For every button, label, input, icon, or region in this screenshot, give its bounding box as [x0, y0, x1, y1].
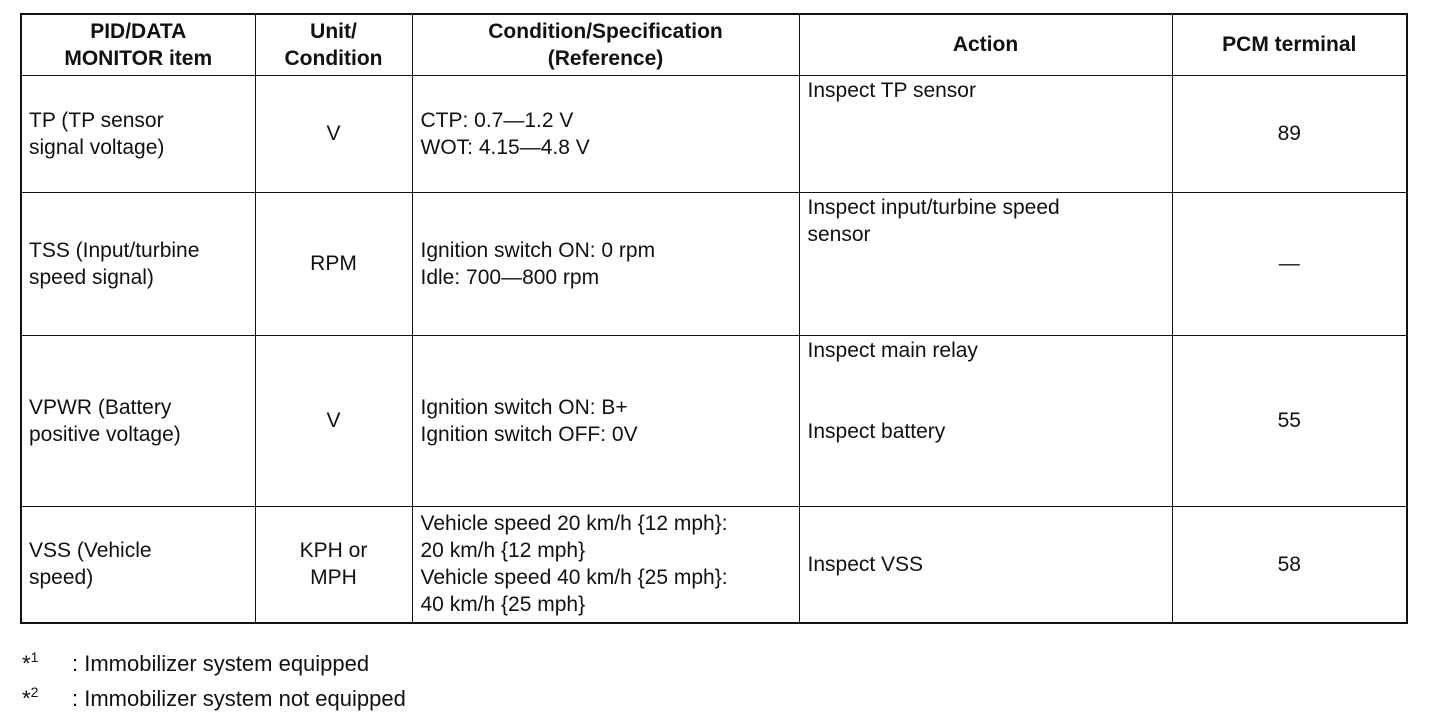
table-row: [21, 506, 1407, 623]
footnote-marker: *$^2$: [22, 684, 39, 711]
header-action: Action: [799, 14, 1172, 75]
cell-condition: Vehicle speed 20 km/h {12 mph}: 20 km/h {12 mph} Vehicle speed 40 km/h {25 mph}: 40 km/h {25 mph}: [412, 506, 799, 623]
table-row: [21, 335, 1407, 506]
cell-unit: KPH or MPH: [255, 506, 412, 623]
cell-condition: CTP: 0.7—1.2 V WOT: 4.15—4.8 V: [412, 75, 799, 192]
cell-item: TP (TP sensor signal voltage): [21, 75, 255, 192]
cell-condition: Ignition switch ON: 0 rpm Idle: 700—800 rpm: [412, 192, 799, 335]
footnote-1: [22, 643, 406, 678]
cell-pcm-terminal: 89: [1172, 75, 1407, 192]
header-condition: Condition/Specification (Reference): [412, 14, 799, 75]
header-pcm-terminal: PCM terminal: [1172, 14, 1407, 75]
cell-item: TSS (Input/turbine speed signal): [21, 192, 255, 335]
cell-unit: RPM: [255, 192, 412, 335]
cell-action: Inspect main relay Inspect battery: [799, 335, 1172, 506]
cell-action: Inspect TP sensor: [799, 75, 1172, 192]
cell-condition: Ignition switch ON: B+ Ignition switch OFF: 0V: [412, 335, 799, 506]
table-row: [21, 75, 1407, 192]
cell-unit: V: [255, 75, 412, 192]
table-header-row: [21, 14, 1407, 75]
footnote-2: [22, 678, 406, 713]
header-unit: Unit/ Condition: [255, 14, 412, 75]
cell-pcm-terminal: 58: [1172, 506, 1407, 623]
footnotes: [22, 643, 406, 713]
cell-item: VPWR (Battery positive voltage): [21, 335, 255, 506]
pid-data-monitor-table: [20, 13, 1408, 624]
footnote-text: : Immobilizer system not equipped: [72, 686, 406, 711]
cell-unit: V: [255, 335, 412, 506]
cell-pcm-terminal: 55: [1172, 335, 1407, 506]
footnote-marker: *$^1$: [22, 649, 39, 676]
header-pid-item: PID/DATA MONITOR item: [21, 14, 255, 75]
cell-item: VSS (Vehicle speed): [21, 506, 255, 623]
cell-pcm-terminal: —: [1172, 192, 1407, 335]
footnote-text: : Immobilizer system equipped: [72, 651, 370, 676]
cell-action: Inspect VSS: [799, 506, 1172, 623]
table-row: [21, 192, 1407, 335]
cell-action: Inspect input/turbine speed sensor: [799, 192, 1172, 335]
